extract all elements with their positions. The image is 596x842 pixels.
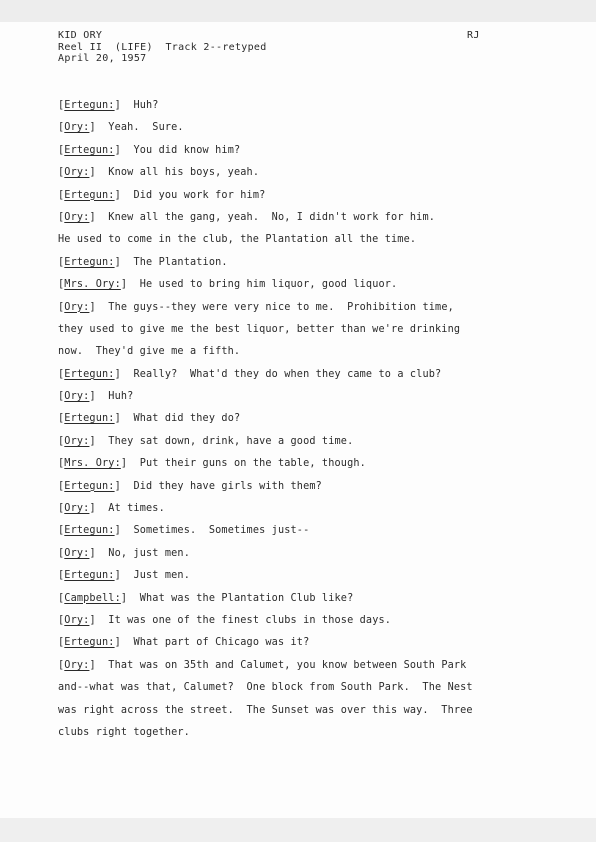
speaker-bracket-open: [ [58,458,65,470]
speaker-name: Ertegun: [64,256,115,268]
speaker-bracket-open: [ [58,547,65,559]
speaker-bracket-close: ] [89,659,109,671]
dialogue-text: Did you work for him? [133,189,266,201]
dialogue-text: He used to bring him liquor, good liquor. [139,279,398,291]
dialogue-text: was right across the street. The Sunset was over this way. Three [58,704,473,716]
speaker-bracket-open: [ [58,167,65,179]
speaker-bracket-open: [ [58,100,65,111]
speaker-name: Ory: [64,547,90,559]
dialogue-text: He used to come in the club, the Plantation all the time. [58,234,417,246]
transcript-line [58,453,548,475]
transcript-line [58,655,548,677]
transcript-line [58,297,548,319]
transcript-line [58,207,548,229]
speaker-bracket-open: [ [58,614,65,626]
speaker-name: Ertegun: [64,525,115,537]
speaker-bracket-close: ] [89,503,109,515]
dialogue-text: No, just men. [108,547,190,559]
speaker-name: Ory: [64,301,90,313]
speaker-bracket-close: ] [89,547,109,559]
dialogue-text: What was the Plantation Club like? [139,592,354,604]
dialogue-text: That was on 35th and Calumet, you know between South Park [108,659,467,671]
header-reel-track: Reel II (LIFE) Track 2--retyped [58,41,267,53]
dialogue-text: The Plantation. [133,256,228,268]
dialogue-text: It was one of the finest clubs in those days. [108,614,392,626]
speaker-bracket-open: [ [58,144,65,156]
transcript-line [58,229,548,251]
dialogue-text: What part of Chicago was it? [133,637,310,649]
speaker-bracket-close: ] [89,301,109,313]
transcript-line [58,117,548,139]
dialogue-text: clubs right together. [58,726,190,738]
dialogue-text: Sometimes. Sometimes just-- [133,525,310,537]
transcript-line [58,185,548,207]
dialogue-text: Knew all the gang, yeah. No, I didn't work for him. [108,211,436,223]
transcript-line [58,274,548,296]
speaker-bracket-open: [ [58,435,65,447]
dialogue-text: now. They'd give me a fifth. [58,346,241,358]
speaker-name: Ory: [64,211,90,223]
transcript-line [58,677,548,699]
speaker-name: Ertegun: [64,189,115,201]
speaker-bracket-close: ] [114,525,134,537]
dialogue-text: and--what was that, Calumet? One block from South Park. The Nest [58,682,473,694]
speaker-bracket-open: [ [58,391,65,403]
transcript-line [58,364,548,386]
dialogue-text: You did know him? [133,144,241,156]
transcript-line [58,341,548,363]
speaker-bracket-open: [ [58,503,65,515]
speaker-bracket-close: ] [114,100,134,111]
speaker-bracket-close: ] [89,122,109,134]
speaker-name: Ory: [64,435,90,447]
transcript-line [58,588,548,610]
speaker-name: Ertegun: [64,637,115,649]
speaker-bracket-close: ] [114,189,134,201]
speaker-bracket-open: [ [58,525,65,537]
dialogue-text: they used to give me the best liquor, better than we're drinking [58,323,461,335]
transcript-line [58,722,548,744]
speaker-bracket-open: [ [58,279,65,291]
dialogue-text: What did they do? [133,413,241,425]
speaker-bracket-open: [ [58,637,65,649]
speaker-bracket-close: ] [114,480,134,492]
speaker-bracket-open: [ [58,301,65,313]
transcript-line [58,431,548,453]
transcript-line [58,408,548,430]
speaker-name: Ertegun: [64,413,115,425]
dialogue-text: Huh? [133,100,159,111]
speaker-bracket-open: [ [58,570,65,582]
header-title: KID ORY [58,30,103,41]
dialogue-text: Yeah. Sure. [108,122,184,134]
speaker-name: Ory: [64,503,90,515]
dialogue-text: They sat down, drink, have a good time. [108,435,354,447]
speaker-bracket-close: ] [89,435,109,447]
speaker-name: Ory: [64,391,90,403]
transcript-line [58,632,548,654]
speaker-bracket-close: ] [89,391,109,403]
speaker-name: Ertegun: [64,144,115,156]
dialogue-text: Really? What'd they do when they came to a club? [133,368,442,380]
transcriber-initials: RJ [467,30,480,41]
dialogue-text: Put their guns on the table, though. [139,458,366,470]
speaker-bracket-close: ] [114,570,134,582]
transcript-body [58,95,548,744]
dialogue-text: Just men. [133,570,190,582]
transcript-line [58,95,548,117]
transcript-line [58,543,548,565]
speaker-bracket-open: [ [58,480,65,492]
transcript-line [58,498,548,520]
speaker-bracket-open: [ [58,592,65,604]
transcript-line [58,565,548,587]
speaker-name: Ertegun: [64,480,115,492]
speaker-bracket-open: [ [58,189,65,201]
speaker-name: Ory: [64,167,90,179]
speaker-name: Campbell: [64,592,121,604]
speaker-bracket-open: [ [58,256,65,268]
speaker-bracket-close: ] [114,144,134,156]
speaker-bracket-close: ] [89,167,109,179]
dialogue-text: The guys--they were very nice to me. Prohibition time, [108,301,454,313]
transcript-line [58,610,548,632]
speaker-name: Ory: [64,614,90,626]
speaker-name: Mrs. Ory: [64,279,121,291]
speaker-bracket-open: [ [58,368,65,380]
speaker-bracket-open: [ [58,413,65,425]
speaker-bracket-open: [ [58,659,65,671]
speaker-name: Ory: [64,659,90,671]
speaker-name: Mrs. Ory: [64,458,121,470]
speaker-bracket-close: ] [114,637,134,649]
transcript-line [58,386,548,408]
speaker-bracket-close: ] [114,368,134,380]
speaker-bracket-open: [ [58,211,65,223]
speaker-name: Ertegun: [64,368,115,380]
transcript-line [58,476,548,498]
transcript-line [58,140,548,162]
speaker-name: Ertegun: [64,570,115,582]
speaker-bracket-close: ] [120,279,140,291]
speaker-name: Ertegun: [64,100,115,111]
document-header [58,30,267,65]
speaker-bracket-close: ] [120,458,140,470]
dialogue-text: Know all his boys, yeah. [108,167,260,179]
transcript-line [58,162,548,184]
header-date: April 20, 1957 [58,53,147,64]
top-margin-strip [0,0,596,22]
speaker-bracket-close: ] [89,211,109,223]
transcript-line [58,520,548,542]
dialogue-text: Huh? [108,391,134,403]
dialogue-text: Did they have girls with them? [133,480,322,492]
transcript-line [58,252,548,274]
speaker-name: Ory: [64,122,90,134]
speaker-bracket-close: ] [114,256,134,268]
speaker-bracket-open: [ [58,122,65,134]
bottom-margin-strip [0,818,596,842]
dialogue-text: At times. [108,503,165,515]
speaker-bracket-close: ] [89,614,109,626]
speaker-bracket-close: ] [120,592,140,604]
transcript-line [58,319,548,341]
speaker-bracket-close: ] [114,413,134,425]
transcript-line [58,700,548,722]
